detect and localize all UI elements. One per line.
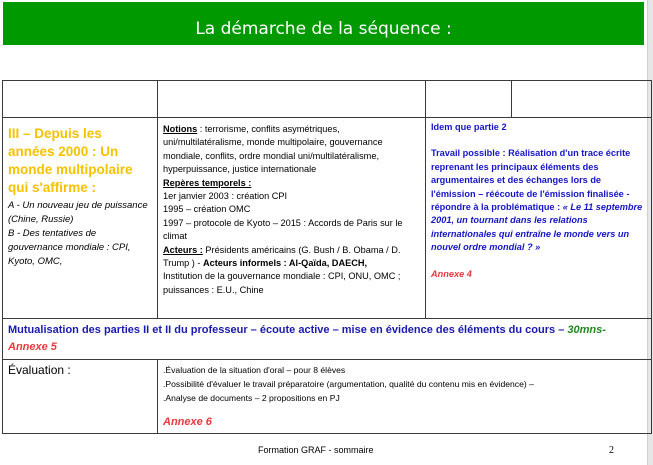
activity-cell xyxy=(426,118,652,319)
repere-item: 1997 – protocole de Kyoto – 2015 : Accords de Paris sur le climat xyxy=(163,217,403,242)
mutualisation-cell xyxy=(3,319,652,360)
banner-title: La démarche de la séquence : xyxy=(195,18,452,39)
part-cell xyxy=(3,118,158,319)
section-banner xyxy=(3,2,644,45)
mutualisation-text: Mutualisation des parties II et II du professeur – écoute active – mise en évidence des éléments du cours – xyxy=(8,324,568,336)
problematique: « Le 11 septembre 2001, un tournant dans les relations internationales qui entraîne le monde vers un nouvel ordre mondial ? » xyxy=(431,202,643,253)
part3-row xyxy=(3,118,652,319)
header-row xyxy=(3,81,652,118)
part-title: III – Depuis les années 2000 : Un monde multipolaire qui s'affirme : xyxy=(8,126,133,195)
annexe-5: Annexe 5 xyxy=(8,341,57,353)
page-number: 2 xyxy=(609,445,614,456)
acteurs-text: Présidents américains (G. Bush / B. Obama / D. Trump ) - xyxy=(163,244,401,269)
content-cell xyxy=(158,118,426,319)
evaluation-item: .Possibilité d'évaluer le travail préparatoire (argumentation, qualité du contenu mis en évidence) – xyxy=(163,379,534,389)
notions-label: Notions xyxy=(163,124,198,134)
sub-item-b: B - Des tentatives de gouvernance mondiale : CPI, Kyoto, OMC, xyxy=(8,228,131,267)
institutions: Institution de la gouvernance mondiale : CPI, ONU, OMC ; puissances : E.U., Chine xyxy=(163,271,401,295)
header-cell-4 xyxy=(512,81,652,118)
header-cell-2 xyxy=(158,81,426,118)
acteurs xyxy=(163,244,420,271)
header-cell-3 xyxy=(426,81,512,118)
evaluation-label: Évaluation : xyxy=(3,360,158,434)
header-cell-1 xyxy=(3,81,158,118)
travail-possible xyxy=(431,147,646,254)
reperes-label: Repères temporels : xyxy=(163,177,252,188)
footer-text: Formation GRAF - sommaire xyxy=(258,445,374,455)
evaluation-row xyxy=(3,360,652,434)
annexe-6: Annexe 6 xyxy=(163,416,212,428)
notions xyxy=(163,123,420,177)
notions-text: : terrorisme, conflits asymétriques, uni/multilatéralisme, monde multipolaire, gouvernance mondiale, conflits, ordre mondial uni/multilatéralisme, hyperpuissance, justice internationale xyxy=(163,124,383,175)
repere-item: 1995 – création OMC xyxy=(163,204,251,215)
annexe-4: Annexe 4 xyxy=(431,268,472,279)
acteurs-label: Acteurs : xyxy=(163,244,203,255)
acteurs-informels: Acteurs informels : Al-Qaïda, DAECH, xyxy=(202,258,368,269)
evaluation-item: .Évaluation de la situation d'oral – pour 8 élèves xyxy=(163,365,346,375)
sub-item-a: A - Un nouveau jeu de puissance (Chine, Russie) xyxy=(8,200,148,225)
travail-text: Travail possible : Réalisation d'un trace écrite reprenant les principaux éléments des argumentaires et des échanges lors de l'émission – réécoute de l'émission finalisée - répondre à la problématique : xyxy=(431,148,631,213)
evaluation-cell xyxy=(158,360,652,434)
duration: 30mns- xyxy=(567,324,606,336)
repere-item: 1er janvier 2003 : création CPI xyxy=(163,191,288,202)
sequence-table xyxy=(2,80,652,434)
mutualisation-row xyxy=(3,319,652,360)
evaluation-item: .Analyse de documents – 2 propositions en PJ xyxy=(163,393,340,403)
idem-text: Idem que partie 2 xyxy=(431,122,507,132)
